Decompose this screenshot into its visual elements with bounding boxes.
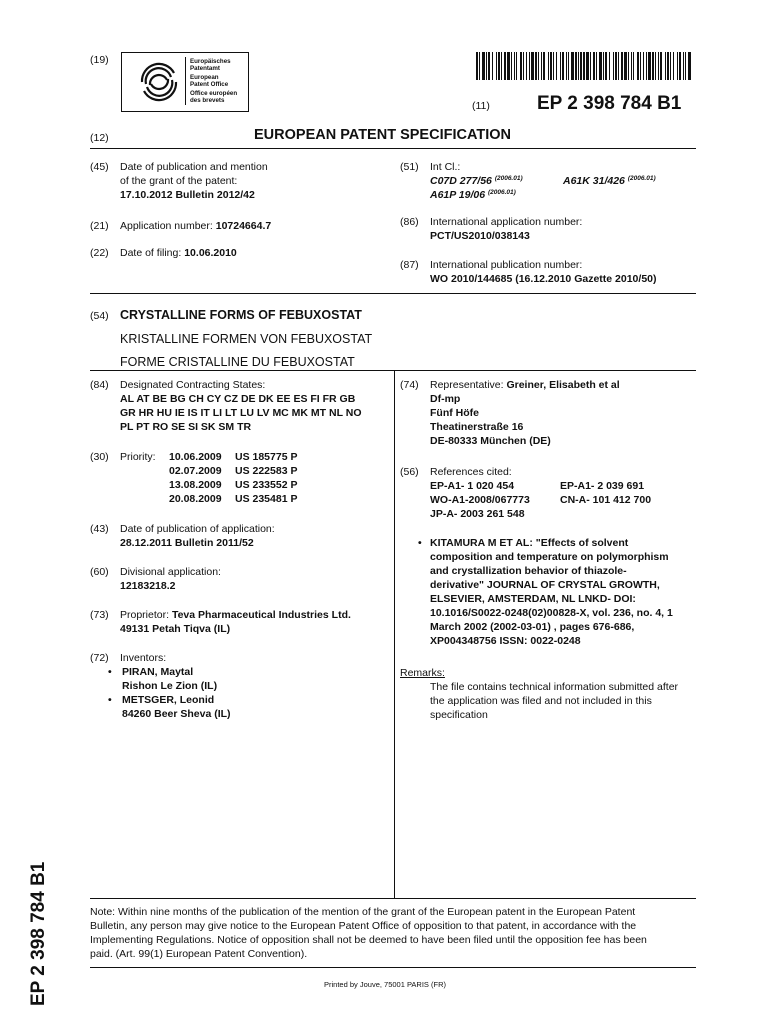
field-22-code: (22)	[90, 247, 109, 259]
title-en: CRYSTALLINE FORMS OF FEBUXOSTAT	[120, 308, 362, 322]
int-class-2-version: (2006.01)	[627, 175, 656, 182]
field-45-value: 17.10.2012 Bulletin 2012/42	[120, 189, 255, 201]
field-30	[90, 450, 156, 464]
reference: WO-A1-2008/067773	[430, 494, 530, 506]
priority-number: US 185775 P	[235, 451, 298, 463]
field-60-label: Divisional application:	[120, 566, 221, 578]
field-73-address: 49131 Petah Tiqva (IL)	[120, 623, 231, 635]
field-43-value: 28.12.2011 Bulletin 2011/52	[120, 537, 254, 549]
priority-date: 10.06.2009	[169, 451, 222, 463]
field-74-label: Representative:	[430, 379, 504, 391]
representative-address-3: Theatinerstraße 16	[430, 421, 524, 433]
field-84-label: Designated Contracting States:	[120, 379, 266, 391]
inventor-place: 84260 Beer Sheva (IL)	[122, 708, 231, 720]
barcode	[476, 52, 694, 80]
remarks	[400, 666, 678, 722]
document-title: EUROPEAN PATENT SPECIFICATION	[254, 127, 511, 143]
int-class-3	[430, 186, 516, 202]
note-bottom-rule	[90, 967, 696, 968]
int-class-3-version: (2006.01)	[488, 189, 516, 196]
list-item: • METSGER, Leonid	[108, 694, 215, 706]
int-class-1-version: (2006.01)	[494, 175, 523, 182]
remarks-line: the application was filed and not included in this	[430, 695, 652, 707]
field-74-code: (74)	[400, 379, 419, 391]
citation-line: composition and temperature on polymorphism	[430, 551, 669, 563]
field-87	[400, 258, 657, 286]
field-56-code: (56)	[400, 466, 419, 478]
representative-address-4: DE-80333 München (DE)	[430, 435, 551, 447]
title-fr: FORME CRISTALLINE DU FEBUXOSTAT	[120, 355, 355, 369]
representative-name: Greiner, Elisabeth et al	[506, 379, 620, 391]
field-73	[90, 608, 351, 636]
field-30-label: Priority:	[120, 451, 156, 463]
field-43-code: (43)	[90, 523, 109, 535]
field-51-label: Int Cl.:	[430, 161, 461, 173]
barcode-bar	[691, 52, 692, 80]
note-top-rule	[90, 898, 696, 899]
inventor-list	[108, 665, 231, 721]
office-name-en-1: European	[190, 74, 219, 81]
priority-number: US 233552 P	[235, 479, 298, 491]
field-60	[90, 565, 221, 593]
side-publication-number: EP 2 398 784 B1	[28, 861, 49, 1006]
citation-line: ELSEVIER, AMSTERDAM, NL LNKD- DOI:	[430, 593, 636, 605]
field-45-code: (45)	[90, 161, 109, 173]
field-30-code: (30)	[90, 451, 109, 463]
table-row	[430, 479, 651, 493]
priority-number: US 235481 P	[235, 493, 298, 505]
code-11: (11)	[472, 100, 490, 112]
field-22-label: Date of filing:	[120, 247, 182, 259]
field-86-code: (86)	[400, 216, 419, 228]
states-line-2: GR HR HU IE IS IT LI LT LU LV MC MK MT NL NO	[120, 407, 362, 419]
office-name-de-2: Patentamt	[190, 65, 220, 72]
field-73-label: Proprietor:	[120, 609, 170, 621]
field-86-value: PCT/US2010/038143	[430, 230, 530, 242]
office-names	[190, 58, 237, 104]
priority-entry	[169, 464, 297, 478]
epo-logo-icon	[136, 59, 182, 105]
field-22-value: 10.06.2010	[184, 247, 237, 259]
header-rule	[90, 148, 696, 149]
printer-footer: Printed by Jouve, 75001 PARIS (FR)	[324, 980, 446, 989]
citation-line: derivative" JOURNAL OF CRYSTAL GROWTH,	[430, 579, 660, 591]
table-row	[430, 493, 651, 507]
note-line: paid. (Art. 99(1) European Patent Convention).	[90, 948, 308, 960]
field-73-code: (73)	[90, 609, 109, 621]
field-84-code: (84)	[90, 379, 109, 391]
list-item: • PIRAN, Maytal	[108, 666, 194, 678]
citation-line: 10.1016/S0022-0248(02)00828-X, vol. 236, no. 4, 1	[430, 607, 673, 619]
inventor-name: METSGER, Leonid	[122, 694, 215, 706]
title-de: KRISTALLINE FORMEN VON FEBUXOSTAT	[120, 332, 373, 346]
table-row	[430, 507, 651, 521]
field-45-label-1: Date of publication and mention	[120, 161, 268, 173]
representative-address-1: Df-mp	[430, 393, 461, 405]
field-87-value: WO 2010/144685 (16.12.2010 Gazette 2010/50)	[430, 273, 657, 285]
priority-entry	[169, 450, 297, 464]
office-name-fr-2: des brevets	[190, 97, 225, 104]
priority-list	[169, 450, 297, 506]
reference: CN-A- 101 412 700	[560, 494, 652, 506]
field-73-value: Teva Pharmaceutical Industries Ltd.	[171, 609, 351, 621]
field-51-code: (51)	[400, 161, 419, 173]
field-86-label: International application number:	[430, 216, 583, 228]
priority-date: 20.08.2009	[169, 493, 222, 505]
remarks-line: The file contains technical information submitted after	[430, 681, 679, 693]
field-22	[90, 246, 237, 260]
logo-divider	[185, 57, 186, 105]
reference: JP-A- 2003 261 548	[430, 508, 525, 520]
citation-line: and crystallization behavior of thiazole-	[430, 565, 627, 577]
states-line-1: AL AT BE BG CH CY CZ DE DK EE ES FI FR GB	[120, 393, 356, 405]
opposition-note	[90, 905, 700, 961]
field-43	[90, 522, 275, 550]
title-top-rule	[90, 293, 696, 294]
note-line: Bulletin, any person may give notice to the European Patent Office of opposition to that patent, in accordance with the	[90, 920, 637, 932]
office-name-de-1: Europäisches	[190, 58, 231, 65]
citation-line: XP004348756 ISSN: 0022-0248	[430, 635, 581, 647]
int-class-2	[563, 172, 656, 188]
priority-entry	[169, 492, 297, 506]
representative-address-2: Fünf Höfe	[430, 407, 479, 419]
field-87-label: International publication number:	[430, 259, 583, 271]
field-21-code: (21)	[90, 220, 109, 232]
priority-date: 13.08.2009	[169, 479, 222, 491]
note-line: Implementing Regulations. Notice of opposition shall not be deemed to have been filed until the opposition fee has been	[90, 934, 647, 946]
int-class-3-text: A61P 19/06	[430, 189, 486, 201]
field-87-code: (87)	[400, 259, 419, 271]
reference: EP-A1- 2 039 691	[560, 480, 645, 492]
field-60-code: (60)	[90, 566, 109, 578]
priority-entry	[169, 478, 297, 492]
priority-number: US 222583 P	[235, 465, 298, 477]
field-72-label: Inventors:	[120, 652, 167, 664]
column-divider	[394, 370, 395, 898]
note-line: Note: Within nine months of the publication of the mention of the grant of the European patent in the European Patent	[90, 906, 636, 918]
field-45	[90, 160, 268, 202]
field-54-code: (54)	[90, 310, 109, 322]
states-line-3: PL PT RO SE SI SK SM TR	[120, 421, 252, 433]
code-12: (12)	[90, 132, 109, 144]
reference: EP-A1- 1 020 454	[430, 480, 515, 492]
field-72-code: (72)	[90, 652, 109, 664]
field-60-value: 12183218.2	[120, 580, 176, 592]
field-43-label: Date of publication of application:	[120, 523, 275, 535]
field-45-label-2: of the grant of the patent:	[120, 175, 238, 187]
inventor-place: Rishon Le Zion (IL)	[122, 680, 218, 692]
references-table	[430, 479, 651, 521]
title-bottom-rule	[90, 370, 696, 371]
publication-number: EP 2 398 784 B1	[537, 93, 682, 114]
field-56	[400, 465, 512, 479]
list-item	[108, 679, 231, 693]
field-72	[90, 651, 166, 665]
field-56-label: References cited:	[430, 466, 512, 478]
field-21-label: Application number:	[120, 220, 213, 232]
int-class-2-text: A61K 31/426	[563, 175, 625, 187]
field-74	[400, 378, 620, 448]
field-21-value: 10724664.7	[215, 220, 272, 232]
field-86	[400, 215, 582, 243]
code-19: (19)	[90, 54, 109, 66]
field-84	[90, 378, 362, 434]
int-class-1-text: C07D 277/56	[430, 175, 492, 187]
citation-line: KITAMURA M ET AL: "Effects of solvent	[430, 537, 629, 549]
office-name-fr-1: Office européen	[190, 90, 238, 97]
citation-line: March 2002 (2002-03-01) , pages 676-686,	[430, 621, 635, 633]
office-name-en-2: Patent Office	[190, 81, 229, 88]
list-item	[108, 707, 231, 721]
non-patent-citation: • KITAMURA M ET AL: "Effects of solvent composition and temperature on polymorphism and crystallization behavior of thiazole- derivative" JOURNAL OF CRYSTAL GROWTH, ELSEVIER, AMSTERDAM, NL LNKD- DOI: 10.1016/S0022-0248(02)00828-X, vol. 236, no. 4, 1 March 2002 (2002-03-01) , pages 676-686, XP004348756 ISSN: 0022-0248	[418, 537, 673, 647]
epo-logo	[121, 52, 249, 112]
remarks-title: Remarks:	[400, 667, 445, 679]
remarks-line: specification	[430, 709, 488, 721]
inventor-name: PIRAN, Maytal	[122, 666, 194, 678]
field-54	[90, 304, 372, 374]
field-21	[90, 219, 271, 233]
priority-date: 02.07.2009	[169, 465, 222, 477]
